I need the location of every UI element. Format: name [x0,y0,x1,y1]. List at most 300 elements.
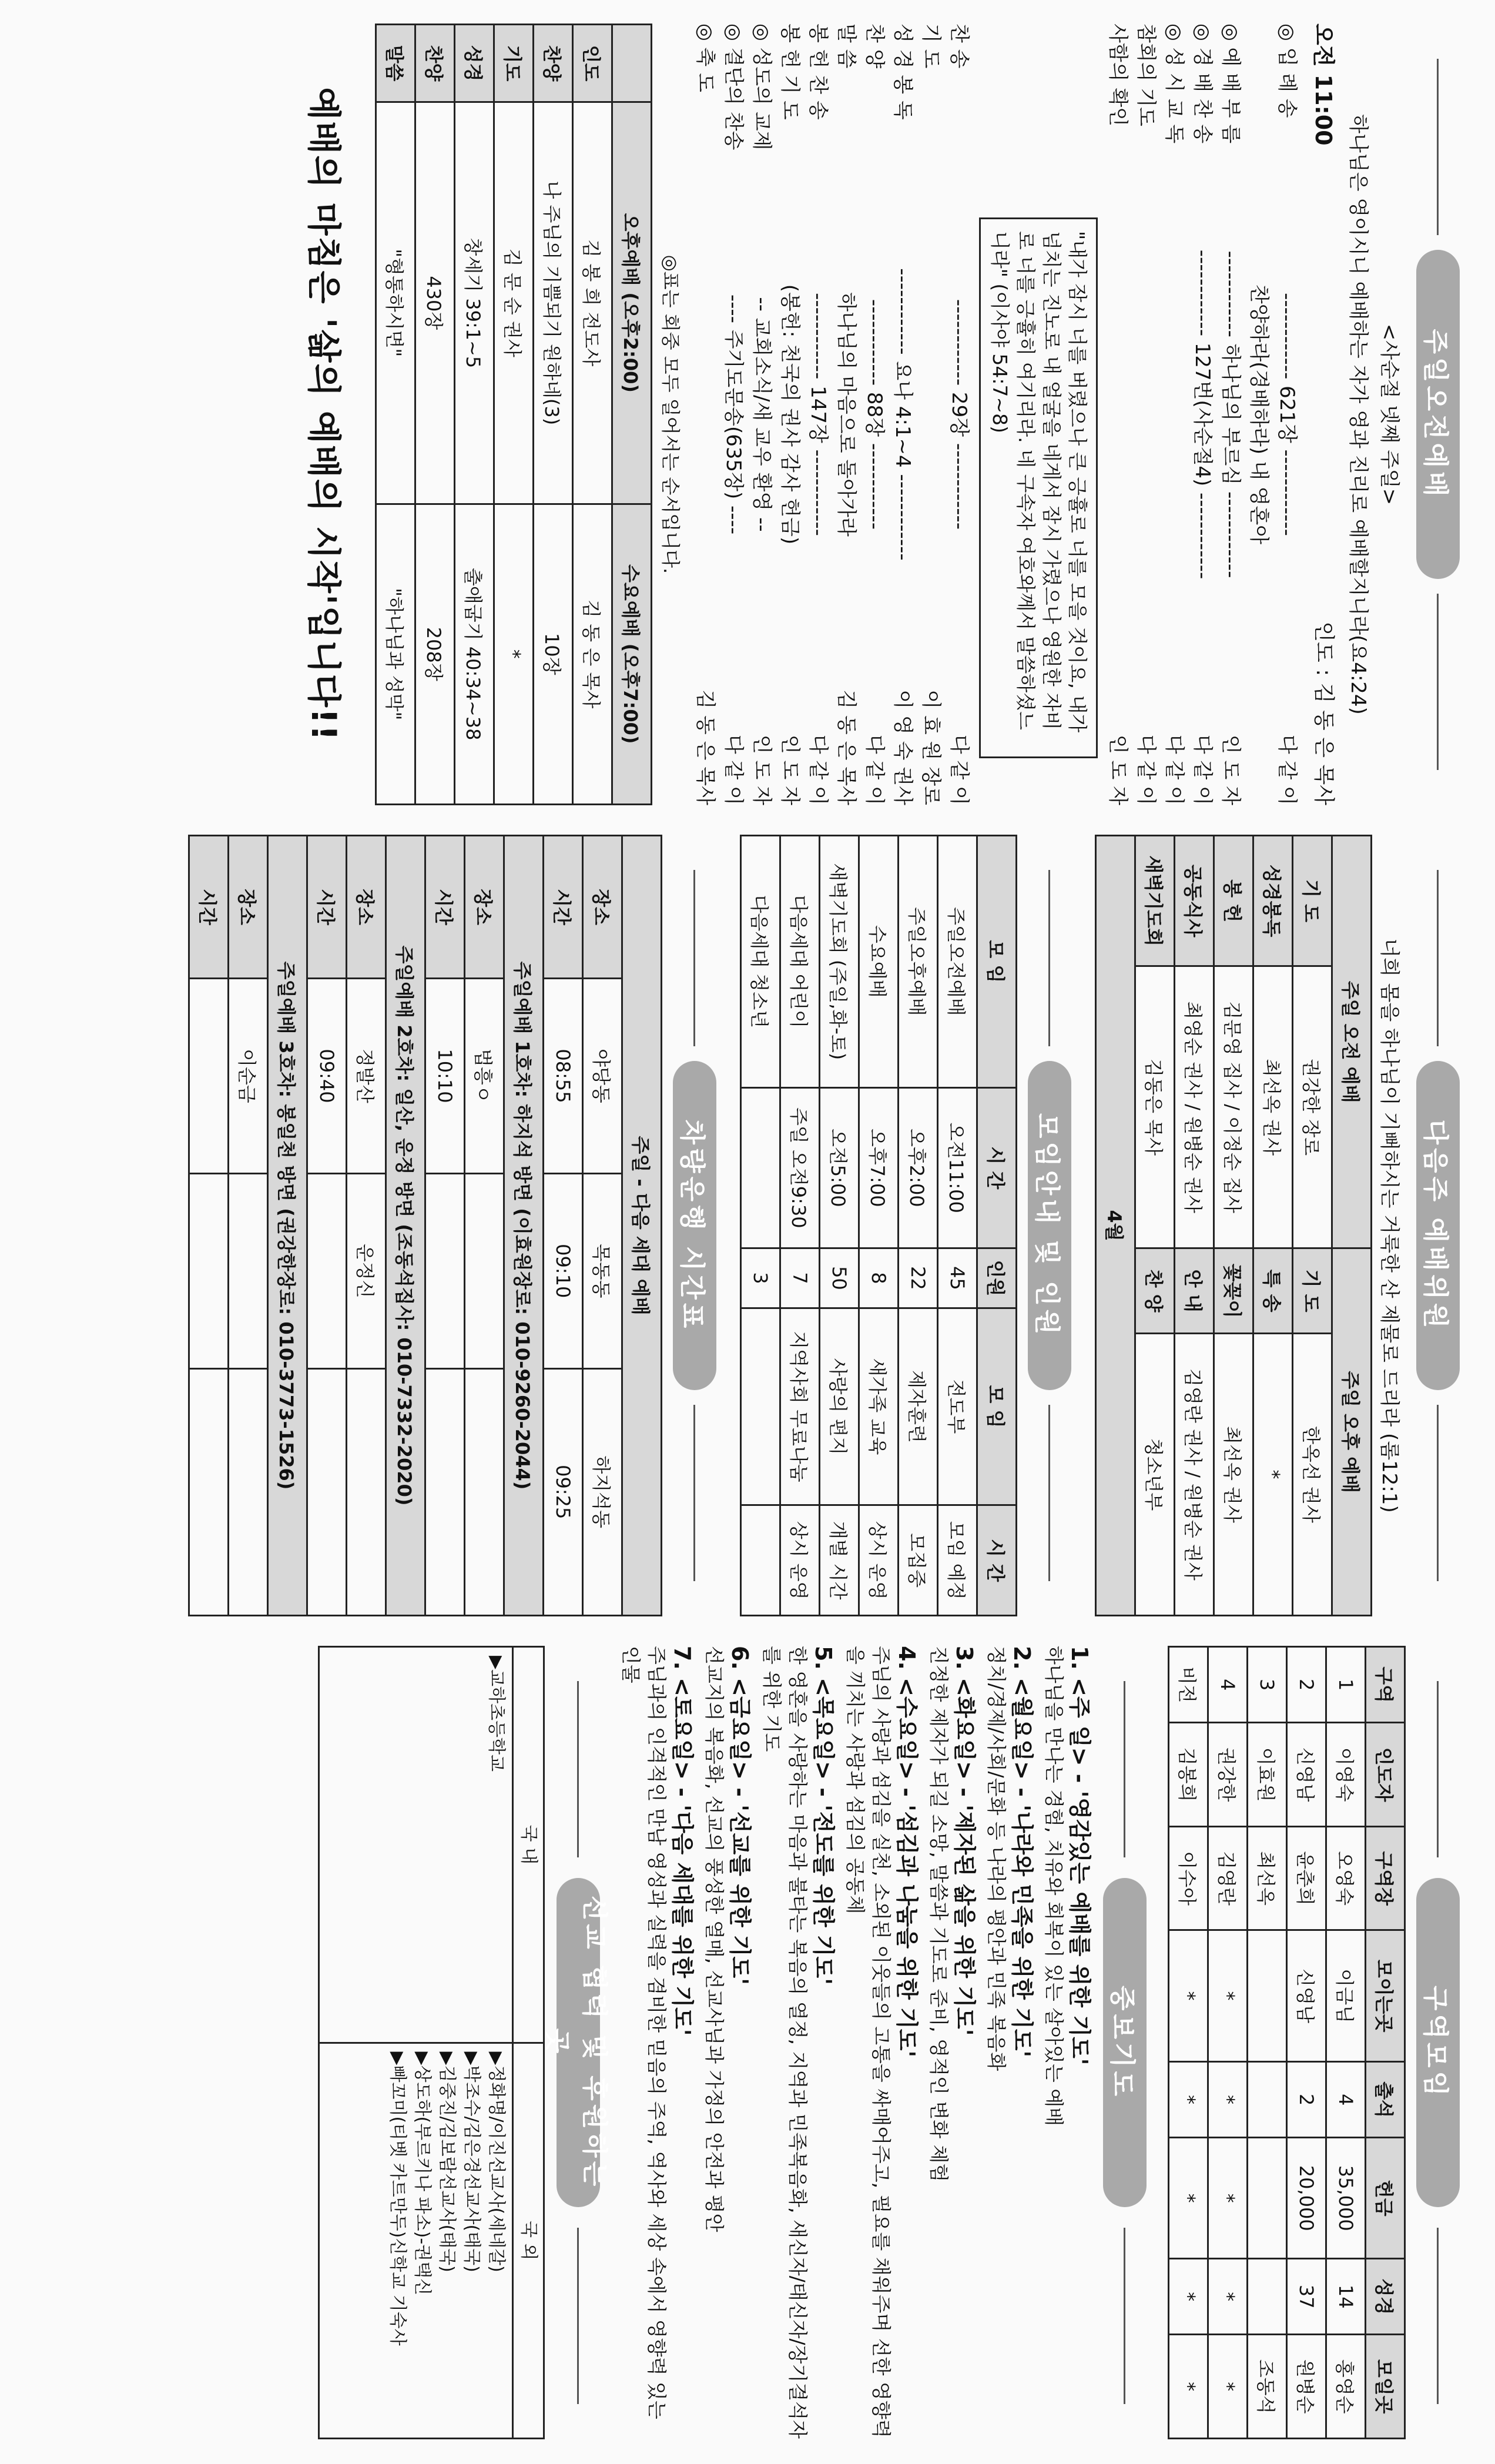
table-cell: 09:25 [544,1368,583,1615]
order-label: 봉 헌 기 도 [778,24,802,120]
prayer-item [842,1646,920,2439]
order-row [1188,24,1216,805]
table-header: 모이는곳 [1366,1930,1405,2062]
table-row [1326,1647,1366,2439]
support-item: ▶김중진/김보람선교사(태국) [437,2051,457,2272]
vehicle-title: 차량운행 시간표 [673,1061,716,1390]
table-cell: 인도 [573,25,612,102]
table-cell: 신영남 [1287,1723,1326,1827]
table-cell: 목동동 [583,1173,622,1368]
table-cell [1248,2259,1287,2335]
table-cell [307,1368,347,1615]
table-cell: 전도부 [938,1308,977,1505]
order-row [860,24,889,805]
table-header: 출석 [1366,2061,1405,2137]
support-item: ▶정화명/이진선교사(세네갈) [486,2051,507,2272]
prayer-heading: 7. <토요일> - '다음 세대를 위한 기도' [669,1646,695,2036]
table-cell: 시간 [544,836,583,979]
table-cell: 오후2:00 [899,1087,938,1248]
closing-message: 예배의 마침은 '삶의 예배의 시작'입니다!! [304,87,344,742]
table-cell: 장소 [583,836,622,979]
table-cell: 10:10 [425,979,465,1174]
order-item: ---- 주기도문송(635장) ---- [722,294,745,535]
table-cell [741,1505,780,1616]
table-cell: 수요예배 [859,836,899,1088]
table-cell: * [1208,2335,1248,2439]
table-cell: 권강한 [1208,1723,1248,1827]
order-person: 이 효 원 장로 [919,689,943,805]
order-item: 하나님의 마음으로 돌아가라 [834,292,858,537]
table-cell: 정발산 [347,979,386,1174]
verse: 너희 몸을 하나님이 기뻐하시는 거룩한 산 제물로 드리라 (롬12:1) [1377,938,1401,1513]
order-item: ------------ 621장 ------------ [1275,293,1299,536]
prayer-heading: 6. <금요일> - '선교를 위한 기도' [727,1646,753,1985]
order-person: 다 같 이 [947,734,971,805]
table-cell: 4 [1326,2061,1366,2137]
table-cell: * [494,504,534,805]
support-item: ▶상도하(부르키나 파소)-권택신 [412,2051,433,2296]
prayer-item [618,1646,695,2439]
order-row [1245,24,1273,805]
order-person: 다 같 이 [722,734,745,805]
table-row [1287,1647,1326,2439]
table-cell: 조동석 [1248,2335,1287,2439]
order-person: 다 같 이 [863,734,886,805]
table-row [494,25,534,805]
prayer-list [618,1646,1092,2439]
order-label [1245,24,1273,176]
order-person: 김 동 은 목사 [693,689,717,805]
prayer-text: 하나님을 만나는 경험, 치유와 회복이 있는 살아있는 예배 [1043,1646,1065,2127]
order-item [691,176,719,652]
order-label: 봉 헌 찬 송 [806,24,830,120]
table-cell: 45 [938,1248,977,1308]
table-cell: 오전11:00 [938,1087,977,1248]
table-cell: 1 [1326,1647,1366,1723]
order-row [1216,24,1245,805]
month-cell: 4월 [1096,836,1135,1616]
prayer-text: 주님의 사랑과 섬김을 실천, 소외된 이웃들의 고통을 싸매어주고, 필요를 채워주며 선한 영향력을 끼치는 사랑과 섬김의 공동체 [844,1646,893,2438]
table-cell: 37 [1287,2259,1326,2335]
table-row [899,836,938,1616]
table-cell: 특 송 [1253,1248,1293,1334]
table-cell: 4 [1208,1647,1248,1723]
prayer-text: 주님과의 인격적인 만남 영성과 실력을 겸비한 믿음의 주역, 역사와 세상 속에서 영향력 있는 인물 [619,1646,668,2419]
table-header: 모일곳 [1366,2335,1405,2439]
table-cell: 말씀 [376,25,415,102]
table-cell: 기 도 [1293,836,1332,966]
order-label: ◎ 성 시 교 독 [1162,24,1186,144]
order-person: 인 도 자 [1106,734,1129,805]
table-cell: * [1169,2138,1208,2259]
table-cell: * [1169,2259,1208,2335]
standing-note: ◎표는 회중 모두 일어서는 순서입니다. [659,255,682,574]
table-cell: 이수아 [1169,1826,1208,1930]
table-cell: 법흥ㅇ [465,979,504,1174]
table-header: 인도자 [1366,1723,1405,1827]
table-row [1135,836,1175,1616]
order-row [1104,24,1132,805]
table-cell: 최선옥 [1248,1826,1287,1930]
table-cell: 야당동 [583,979,622,1174]
table-row [1214,836,1253,1616]
table-header: 시 간 [977,1087,1017,1248]
table-cell: 2 [1287,2061,1326,2137]
verse: 하나님은 영이시니 예배하는 자가 영과 진리로 예배할지니라(요4:24) [1346,114,1370,715]
panel-title: 다음주 예배위원 [1416,1061,1460,1390]
table-cell: 이영숙 [1326,1723,1366,1827]
table-cell [465,1368,504,1615]
table-header: 구역 [1366,1647,1405,1723]
order-person: 김 동 은 목사 [834,689,858,805]
table-row [859,836,899,1616]
table-cell: * [1169,2335,1208,2439]
table-cell: 이효원 [1248,1723,1287,1827]
table-row [820,836,859,1616]
order-person: 다 같 이 [1191,734,1214,805]
table-cell: 이금님 [1326,1930,1366,2062]
table-cell: 09:40 [307,979,347,1174]
order-item [917,176,945,652]
order-label: ◎ 성도의 교제 [750,24,773,150]
order-row [804,24,832,805]
order-row [889,24,917,805]
prayer-text: 진정한 제자가 되길 소망, 말씀과 기도로 준비, 영적인 변화 체험 [927,1646,950,2182]
table-cell: * [1208,2259,1248,2335]
order-item: ------------ 29장 ------------ [947,299,971,530]
table-cell: 3 [1248,1647,1287,1723]
order-person: 다 같 이 [1275,734,1299,805]
panel-service-committee [38,835,1460,1616]
table-cell: 하지석동 [583,1368,622,1615]
table-row [573,25,612,805]
order-label: 기 도 [919,24,943,69]
order-row [832,24,860,805]
order-row [1160,24,1188,805]
order-label: ◎ 경 배 찬 송 [1191,24,1214,144]
table-cell: 최선옥 권사 [1253,966,1293,1248]
table-cell: 08:55 [544,979,583,1174]
prayer-heading: 1. <주 일> - '영감있는 예배를 위한 기도' [1067,1646,1092,2065]
order-person: 다 같 이 [1162,734,1186,805]
table-header: 구역장 [1366,1826,1405,1930]
table-cell: 비전 [1169,1647,1208,1723]
table-row [1293,836,1332,1616]
order-label: 사함의 확인 [1106,24,1129,127]
order-person: 인 도 자 [1219,734,1242,805]
table-cell [425,1173,465,1368]
table-cell [1248,2061,1287,2137]
table-cell: 3 [741,1248,780,1308]
table-header: 인원 [977,1248,1017,1308]
order-item [1160,176,1188,652]
leader: 인도 : 김 동 은 목사 [1312,621,1336,805]
table-cell: 10장 [534,504,573,805]
meetings-title: 모임안내 및 인원 [1028,1061,1071,1390]
table-cell: 모임 예정 [938,1505,977,1616]
table-cell: 제자훈련 [899,1308,938,1505]
table-row [1208,1647,1248,2439]
table-cell: 김 문 순 권사 [494,102,534,504]
order-item: -- 교회소식/새 교우 환영 -- [750,297,773,532]
order-item: ------------ 하나님의 부르심 ------------ [1219,250,1242,578]
table-cell: 기 도 [1293,1248,1332,1334]
order-person: 다 같 이 [806,734,830,805]
table-cell: 다음세대 어린이 [780,836,820,1088]
table-cell: "형통하시면" [376,102,415,504]
support-title: 선교 협력 및 후원하는 곳 [557,1878,600,2207]
prayer-text: 한 영혼을 사랑하는 마음과 불타는 복음의 열정, 지역과 민족복음화, 새신자/태신자/장기결석자를 위한 기도 [760,1646,809,2439]
order-label: 말 씀 [834,24,858,69]
table-row [1096,836,1135,1616]
table-cell: 시간 [425,836,465,979]
table-cell: 지역사회 무료나눔 [780,1308,820,1505]
order-row [776,24,804,805]
table-cell: 오후7:00 [859,1087,899,1248]
table-cell [229,1368,268,1615]
table-cell: 신영남 [1287,1930,1326,2062]
table-cell: 50 [820,1248,859,1308]
table-cell: 성경 [455,25,494,102]
table-cell: 공동식사 [1175,836,1214,966]
table-cell: * [1208,1930,1248,2062]
table-cell: 김동은 목사 [1135,966,1175,1248]
order-label: ◎ 축 도 [693,24,717,92]
table-cell: 7 [780,1248,820,1308]
order-item: 찬양하라(경배하라) 내 영혼아 [1247,284,1271,545]
table-cell: 홍영순 [1326,2335,1366,2439]
order-label: ◎ 결단의 찬송 [722,24,745,150]
order-row [719,24,748,805]
table-cell [347,1368,386,1615]
table-header: 헌금 [1366,2138,1405,2259]
order-label: 참회의 기도 [1134,24,1158,127]
table-cell [189,1173,229,1368]
table-cell: 윤춘희 [1287,1826,1326,1930]
table-cell: 장소 [465,836,504,979]
next-week-table: 주일 오전 예배 주일 오후 예배 기 도 권강한 장로 기 도 한옥선 권사 성경봉독 최선옥 권사 특 송 * 봉 헌 김문영 집사 / 이정순 집사 꽃꽂이 최선옥 권사 공동식사 최영순 권사 / 원병순 권사 안 내 김영란 권사 / 원병순 권사 새벽기도회 김동은 목사 찬 양 청소년부 4월 [1095,835,1372,1616]
table-cell: 안 내 [1175,1248,1214,1334]
prayer-heading: 4. <수요일> - '섬김과 나눔을 위한 기도' [894,1646,920,2058]
table-cell: 원병순 [1287,2335,1326,2439]
table-cell: * [1208,2138,1248,2259]
table-cell: 봉 헌 [1214,836,1253,966]
order-list-1 [1104,24,1301,805]
table-row [376,25,415,805]
table-row [1253,836,1293,1616]
table-cell: 주일 오전9:30 [780,1087,820,1248]
foreign-column: 국 외 ▶정화명/이진선교사(세네갈) ▶박조수/김은경선교사(태국) ▶김중진/김보람선교사(태국) ▶상도하(부르키나 파소)-권택신 ▶빠꼬미(티벳 카트만두)신학교 기숙사 [320,2042,543,2438]
table-cell: 출애굽기 40:34~38 [455,504,494,805]
table-cell: 장소 [347,836,386,979]
order-person: 인 도 자 [750,734,773,805]
prayer-heading: 5. <목요일> - '전도를 위한 기도' [810,1646,836,1985]
table-cell: 시간 [307,836,347,979]
order-item: ------------ 147장 ------------ [806,293,830,536]
table-row [1175,836,1214,1616]
prayer-item [983,1646,1035,2439]
table-cell: 김문영 집사 / 이정순 집사 [1214,966,1253,1248]
order-row [1273,24,1301,805]
table-cell: 김봉희 [1169,1723,1208,1827]
table-row [1248,1647,1287,2439]
order-item [1104,176,1132,652]
support-item: ▶교하초등학교 [486,1656,507,1772]
district-title: 구역모임 [1416,1878,1460,2207]
table-cell [1248,2138,1287,2259]
table-cell: * [1208,2061,1248,2137]
table-cell: 새벽기도회 (주일,화-토) [820,836,859,1088]
table-cell: 권강한 장로 [1293,966,1332,1248]
order-row [945,24,973,805]
table-cell: 장소 [229,836,268,979]
meetings-table [740,835,1017,1616]
order-item: ------------ 요나 4:1~4 ------------ [891,268,914,561]
order-item: (봉헌: 천국의 권사 감사 헌금) [778,284,802,545]
order-person: 인 도 자 [778,734,802,805]
table-cell: 주일오전예배 [938,836,977,1088]
prayer-item [926,1646,977,2439]
table-cell [1248,1930,1287,2062]
support-box [318,1646,545,2439]
table-cell [425,1368,465,1615]
table-cell: 430장 [415,102,455,504]
order-label: 찬 송 [947,24,971,69]
order-person: 다 같 이 [1134,734,1158,805]
prayer-text: 선교지의 복음화, 선교의 풍성한 열매, 선교사님과 가정의 안전과 평안 [703,1646,726,2232]
domestic-column: 국 내 ▶교하초등학교 [320,1648,543,2042]
support-item: ▶빠꼬미(티벳 카트만두)신학교 기숙사 [387,2051,408,2346]
table-cell: 한옥선 권사 [1293,1333,1332,1615]
order-label: 성 경 봉 독 [891,24,914,120]
support-item: ▶박조수/김은경선교사(태국) [461,2051,482,2272]
table-cell: 사랑의 편지 [820,1308,859,1505]
table-row [938,836,977,1616]
table-cell [741,1308,780,1505]
table-row [741,836,780,1616]
order-label: 찬 양 [863,24,886,69]
table-cell: 개별 시간 [820,1505,859,1616]
table-cell [307,1173,347,1368]
table-cell: 208장 [415,504,455,805]
order-item: ------------ 88장 ------------ [863,299,886,530]
order-row [691,24,719,805]
table-cell: 운정신 [347,1173,386,1368]
table-cell [189,979,229,1174]
table-cell: 찬양 [415,25,455,102]
table-cell: "하나님과 성막" [376,504,415,805]
service-time: 오전 11:00 [1310,24,1336,146]
table-cell: 기도 [494,25,534,102]
prayer-item [759,1646,836,2439]
table-row [415,25,455,805]
table-cell: 시간 [189,836,229,979]
table-cell: 20,000 [1287,2138,1326,2259]
table-cell: 최선옥 권사 [1214,1333,1253,1615]
panel-title: 주일오전예배 [1416,250,1460,579]
afternoon-wednesday-table: 오후예배 (오후2:00) 수요예배 (오후7:00) 인도 김 봉 희 전도사 김 동 은 목사 찬양 나 주님의 기쁨되기 원하네(3) 10장 기도 김 문 순 권사 * 성경 창세기 39:1~5 출애굽기 40:34~38 찬양 430장 208장 말씀 "형통하시면" "하나님과 성막" [375,24,652,805]
prayer-text: 정치/경제/사회/문화 등 나라의 평안과 민족 복음화 [985,1646,1008,2071]
table-header: 모 임 [977,1308,1017,1505]
table-cell [189,1368,229,1615]
order-row [748,24,776,805]
order-row [1132,24,1160,805]
prayer-heading: 2. <월요일> - '나라와 민족을 위한 기도' [1009,1646,1035,2058]
table-header: 성경 [1366,2259,1405,2335]
table-row [780,836,820,1616]
table-header: 모 임 [977,836,1017,1088]
subtitle: <사순절 넷째 주일> [1377,323,1401,505]
table-cell: 김영란 권사 / 원병순 권사 [1175,1333,1214,1615]
table-header: 시 간 [977,1505,1017,1616]
table-cell: 14 [1326,2259,1366,2335]
table-cell: 오전5:00 [820,1087,859,1248]
scripture-quote: "내가 잠시 너를 버렸으나 큰 긍휼로 너를 모을 것이요, 내가 넘치는 진노로 내 얼굴을 네게서 잠시 가렸으나 영원한 자비로 너를 긍휼히 여기리라. 네 구속자 여호와께서 말씀하셨느니라" (이사야 54:7~8) [979,217,1098,758]
table-cell: 22 [899,1248,938,1308]
table-cell: 모집중 [899,1505,938,1616]
table-cell: 찬양 [534,25,573,102]
order-label: ◎ 예 배 부 름 [1219,24,1242,144]
table-cell: 상시 운영 [859,1505,899,1616]
table-cell: * [1169,1930,1208,2062]
district-table [1168,1646,1406,2439]
order-list-2 [691,24,973,805]
table-cell: 35,000 [1326,2138,1366,2259]
order-row [917,24,945,805]
order-person: 이 영 숙 권사 [891,689,914,805]
table-cell [741,1087,780,1248]
table-cell: 성경봉독 [1253,836,1293,966]
table-cell: 청소년부 [1135,1333,1175,1615]
table-cell: 2 [1287,1647,1326,1723]
prayer-heading: 3. <화요일> - '제자된 삶을 위한 기도' [951,1646,977,2036]
table-cell: 김 동 은 목사 [573,504,612,805]
table-cell: 김영란 [1208,1826,1248,1930]
table-row [534,25,573,805]
table-row [455,25,494,805]
table-cell [229,1173,268,1368]
order-person [1245,652,1273,805]
panel-morning-worship [38,24,1460,805]
order-label: ◎ 입 례 송 [1275,24,1299,118]
table-cell [465,1173,504,1368]
table-cell: 다음세대 청소년 [741,836,780,1088]
table-cell: 주일오후예배 [899,836,938,1088]
table-cell: 나 주님의 기쁨되기 원하네(3) [534,102,573,504]
table-cell: 최영순 권사 / 원병순 권사 [1175,966,1214,1248]
table-cell: 새벽기도회 [1135,836,1175,966]
table-cell: 새가족 교육 [859,1308,899,1505]
prayer-item [701,1646,753,2439]
panel-districts-prayer [38,1646,1460,2439]
table-row [1169,1647,1208,2439]
vehicle-table: 주일 - 다음 세대 예배 장소 야당동 목동동 하지석동 시간 08:55 09:10 09:25 주일예배 1호차: 하지석 방면 (이효원장로: 010-9260-2044) 장소 법흥ㅇ 시간 10:10 주일예배 2호차: 일산, 운정 방면 (조동석집사: 010-7332-2020) 장소 정발산 운정신 시간 09:40 주일예배 3호차: 봉일천 방면 (권강한장로: 010-3773-1526) 장소 이순금 시간 [188,835,662,1616]
table-cell: 8 [859,1248,899,1308]
table-cell: 이순금 [229,979,268,1174]
prayer-item [1041,1646,1092,2439]
table-cell: 09:10 [544,1173,583,1368]
table-cell: * [1253,1333,1293,1615]
table-cell: 김 봉 희 전도사 [573,102,612,504]
table-cell: * [1169,2061,1208,2137]
prayer-title: 중보기도 [1103,1878,1147,2207]
table-cell: 꽃꽂이 [1214,1248,1253,1334]
order-item [1132,176,1160,652]
table-cell: 찬 양 [1135,1248,1175,1334]
table-cell: 상시 운영 [780,1505,820,1616]
table-cell: 오영숙 [1326,1826,1366,1930]
table-cell: 창세기 39:1~5 [455,102,494,504]
